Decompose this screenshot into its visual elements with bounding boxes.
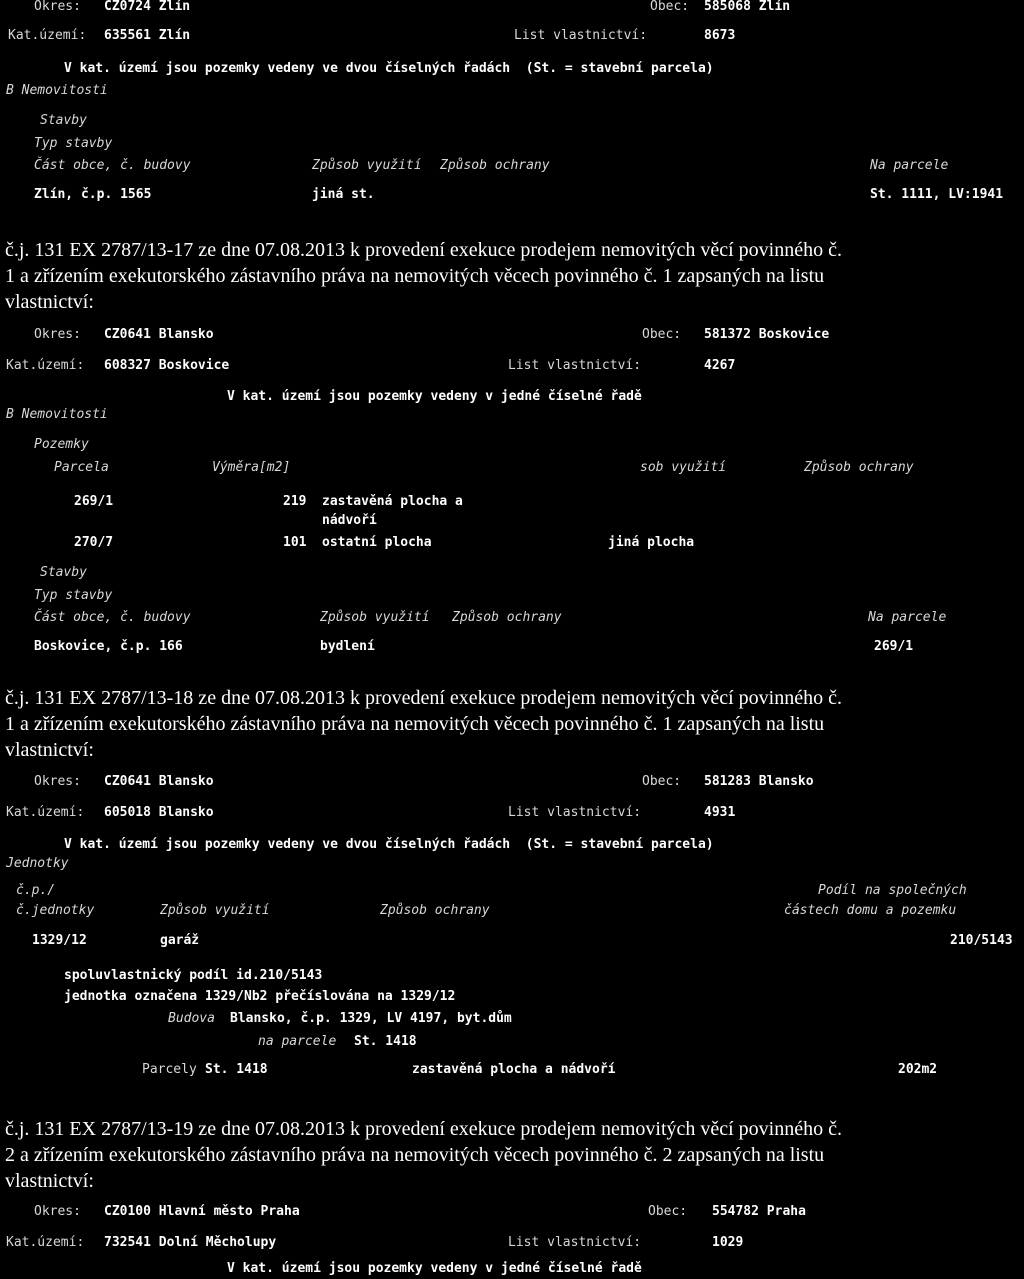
katuzemi-label: Kat.území: — [6, 358, 85, 373]
section-stavby: Stavby — [40, 565, 87, 580]
numbering-note: V kat. území jsou pozemky vedeny v jedné číselné řadě — [227, 389, 642, 404]
detail-parcely-druh: zastavěná plocha a nádvoří — [412, 1062, 616, 1077]
okres-value: CZ0100 Hlavní město Praha — [104, 1204, 300, 1219]
lv-value: 4267 — [704, 358, 736, 373]
col-zpusob-vyuziti: Způsob využití — [312, 158, 422, 173]
col-na-parcele: Na parcele — [870, 158, 949, 173]
obec-value: 585068 Zlín — [704, 0, 791, 14]
obec-value: 554782 Praha — [712, 1204, 806, 1219]
pozemek-parcela: 269/1 — [74, 494, 114, 509]
pozemek-vymera: 219 — [283, 494, 307, 509]
jednotka-vyuziti: garáž — [160, 933, 200, 948]
stavba-vyuziti: bydlení — [320, 639, 375, 654]
detail-na-parcele-label: na parcele — [258, 1034, 337, 1049]
paragraph-line: 1 a zřízením exekutorského zástavního práva na nemovitých věcech povinného č. 1 zapsaných na listu — [5, 713, 825, 735]
katuzemi-value: 605018 Blansko — [104, 805, 214, 820]
col-zpusob-ochrany: Způsob ochrany — [452, 610, 562, 625]
okres-value: CZ0724 Zlín — [104, 0, 191, 14]
obec-label: Obec: — [642, 327, 682, 342]
lv-label: List vlastnictví: — [508, 358, 642, 373]
katuzemi-value: 608327 Boskovice — [104, 358, 230, 373]
lv-value: 4931 — [704, 805, 736, 820]
section-nemovitosti: B Nemovitosti — [6, 83, 108, 98]
jednotka-cislo: 1329/12 — [32, 933, 87, 948]
paragraph-line: vlastnictví: — [5, 739, 94, 761]
col-zpusob-ochrany: Způsob ochrany — [440, 158, 550, 173]
katuzemi-value: 732541 Dolní Měcholupy — [104, 1235, 277, 1250]
detail-na-parcele-value: St. 1418 — [354, 1034, 417, 1049]
paragraph-line: č.j. 131 EX 2787/13-19 ze dne 07.08.2013 k provedení exekuce prodejem nemovitých věcí povinného č. — [5, 1118, 842, 1140]
col-zpusob-vyuziti: Způsob využití — [320, 610, 430, 625]
pozemek-vyuziti: jiná plocha — [608, 535, 695, 550]
col-druh-pozemku: sob využití — [640, 460, 727, 475]
section-nemovitosti: B Nemovitosti — [6, 407, 108, 422]
col-cp: č.p./ — [16, 883, 56, 898]
katuzemi-label: Kat.území: — [8, 28, 87, 43]
detail-spoluvlastnictvi: spoluvlastnický podíl id.210/5143 — [64, 968, 323, 983]
label-typ-stavby: Typ stavby — [34, 588, 113, 603]
obec-value: 581283 Blansko — [704, 774, 814, 789]
okres-label: Okres: — [34, 1204, 81, 1219]
paragraph-line: č.j. 131 EX 2787/13-18 ze dne 07.08.2013 k provedení exekuce prodejem nemovitých věcí povinného č. — [5, 687, 842, 709]
stavba-parcela: 269/1 — [874, 639, 914, 654]
section-jednotky: Jednotky — [6, 856, 69, 871]
detail-parcely-value: St. 1418 — [205, 1062, 268, 1077]
paragraph-line: 1 a zřízením exekutorského zástavního práva na nemovitých věcech povinného č. 1 zapsaných na listu — [5, 265, 825, 287]
col-cast-obce: Část obce, č. budovy — [34, 610, 191, 625]
col-parcela: Parcela — [54, 460, 109, 475]
katuzemi-label: Kat.území: — [6, 805, 85, 820]
pozemek-druh: zastavěná plocha a — [322, 494, 463, 509]
detail-parcely-label: Parcely — [142, 1062, 197, 1077]
okres-value: CZ0641 Blansko — [104, 774, 214, 789]
col-zpusob-ochrany: Způsob ochrany — [380, 903, 490, 918]
lv-value: 8673 — [704, 28, 736, 43]
detail-parcely-vymera: 202m2 — [898, 1062, 938, 1077]
numbering-note: V kat. území jsou pozemky vedeny v jedné číselné řadě — [227, 1261, 642, 1276]
numbering-note: V kat. území jsou pozemky vedeny ve dvou číselných řadách (St. = stavební parcela) — [64, 837, 714, 852]
lv-label: List vlastnictví: — [514, 28, 648, 43]
col-cast-obce: Část obce, č. budovy — [34, 158, 191, 173]
okres-label: Okres: — [34, 0, 81, 14]
obec-label: Obec: — [642, 774, 682, 789]
col-zpusob-vyuziti: Způsob využití — [160, 903, 270, 918]
pozemek-parcela: 270/7 — [74, 535, 114, 550]
section-stavby: Stavby — [40, 113, 87, 128]
lv-value: 1029 — [712, 1235, 744, 1250]
lv-label: List vlastnictví: — [508, 805, 642, 820]
label-typ-stavby: Typ stavby — [34, 136, 113, 151]
obec-value: 581372 Boskovice — [704, 327, 830, 342]
detail-preciselovani: jednotka označena 1329/Nb2 přečíslována na 1329/12 — [64, 989, 456, 1004]
col-podil: Podíl na společných — [818, 883, 967, 898]
okres-label: Okres: — [34, 774, 81, 789]
section-pozemky: Pozemky — [34, 437, 89, 452]
obec-label: Obec: — [650, 0, 690, 14]
stavba-cast-obce: Boskovice, č.p. 166 — [34, 639, 183, 654]
paragraph-line: vlastnictví: — [5, 1170, 94, 1192]
col-podil-cont: částech domu a pozemku — [784, 903, 957, 918]
numbering-note: V kat. území jsou pozemky vedeny ve dvou číselných řadách (St. = stavební parcela) — [64, 61, 714, 76]
paragraph-line: 2 a zřízením exekutorského zástavního práva na nemovitých věcech povinného č. 2 zapsaných na listu — [5, 1144, 825, 1166]
paragraph-line: vlastnictví: — [5, 291, 94, 313]
okres-value: CZ0641 Blansko — [104, 327, 214, 342]
detail-budova-value: Blansko, č.p. 1329, LV 4197, byt.dům — [230, 1011, 512, 1026]
pozemek-druh-cont: nádvoří — [322, 513, 377, 528]
katuzemi-label: Kat.území: — [6, 1235, 85, 1250]
col-na-parcele: Na parcele — [868, 610, 947, 625]
col-vymera: Výměra[m2] — [212, 460, 291, 475]
okres-label: Okres: — [34, 327, 81, 342]
obec-label: Obec: — [648, 1204, 688, 1219]
katuzemi-value: 635561 Zlín — [104, 28, 191, 43]
stavba-parcela: St. 1111, LV:1941 — [870, 187, 1004, 202]
col-jednotky: č.jednotky — [16, 903, 95, 918]
pozemek-druh: ostatní plocha — [322, 535, 432, 550]
stavba-cast-obce: Zlín, č.p. 1565 — [34, 187, 152, 202]
jednotka-podil: 210/5143 — [950, 933, 1013, 948]
stavba-vyuziti: jiná st. — [312, 187, 375, 202]
pozemek-vymera: 101 — [283, 535, 307, 550]
detail-budova-label: Budova — [168, 1011, 215, 1026]
col-zpusob-ochrany: Způsob ochrany — [804, 460, 914, 475]
paragraph-line: č.j. 131 EX 2787/13-17 ze dne 07.08.2013 k provedení exekuce prodejem nemovitých věcí povinného č. — [5, 239, 842, 261]
lv-label: List vlastnictví: — [508, 1235, 642, 1250]
